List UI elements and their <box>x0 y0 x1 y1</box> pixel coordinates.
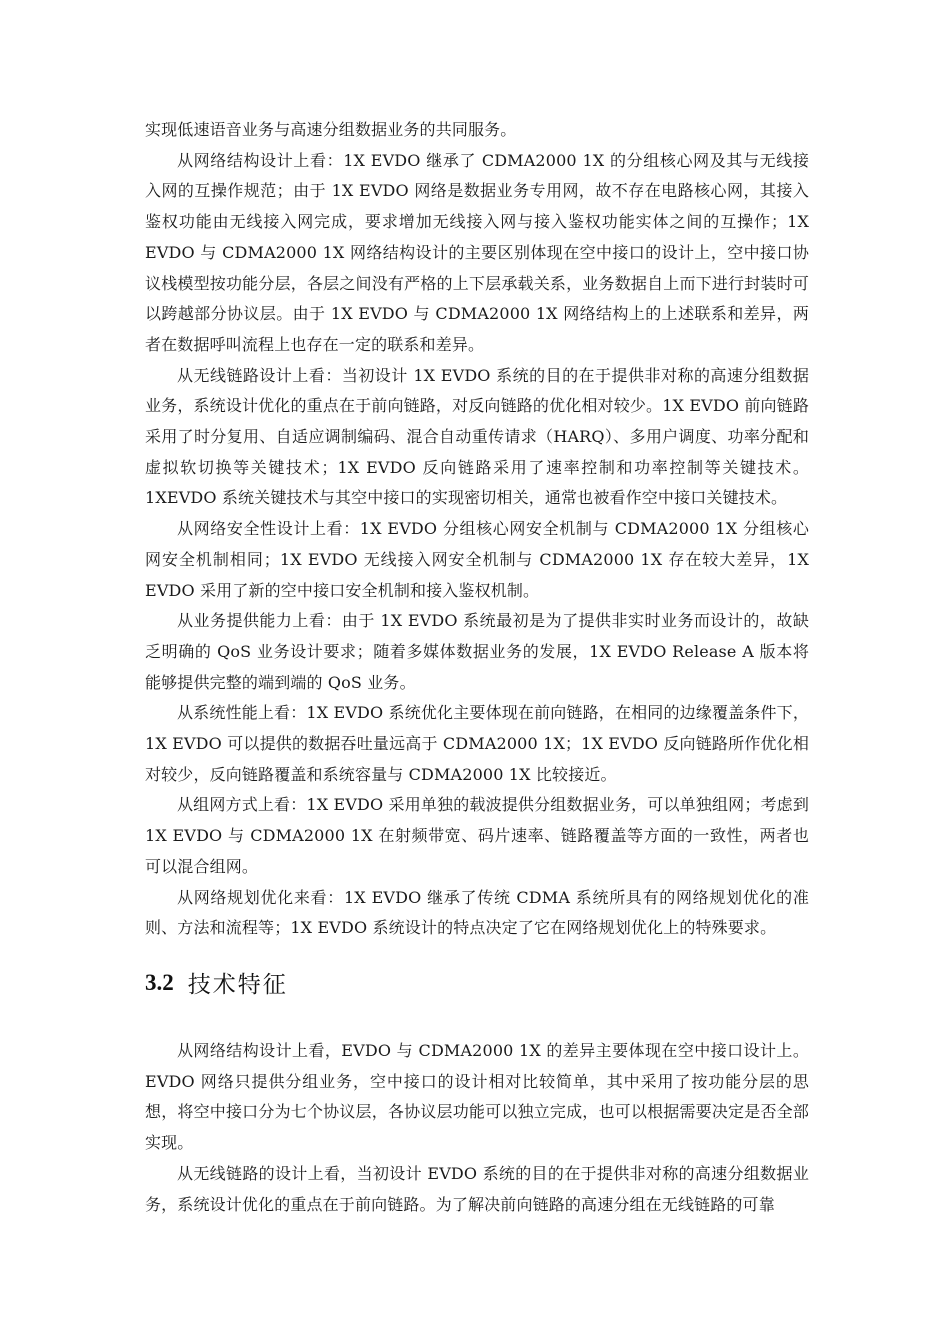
paragraph-service-capability: 从业务提供能力上看：由于 1X EVDO 系统最初是为了提供非实时业务而设计的，故缺乏明确的 QoS 业务设计要求；随着多媒体数据业务的发展，1X EVDO Release A 版本将能够提供完整的端到端的 QoS 业务。 <box>145 611 809 692</box>
paragraph-network-structure: 从网络结构设计上看：1X EVDO 继承了 CDMA2000 1X 的分组核心网及其与无线接入网的互操作规范；由于 1X EVDO 网络是数据业务专用网，故不存在电路核心网，其接入鉴权功能由无线接入网完成，要求增加无线接入网与接入鉴权功能实体之间的互操作；1X EVDO 与 CDMA2000 1X 网络结构设计的主要区别体现在空中接口的设计上，空中接口协议栈模型按功能分层，各层之间没有严格的上下层承载关系，业务数据自上而下进行封装时可以跨越部分协议层。由于 1X EVDO 与 CDMA2000 1X 网络结构上的上述联系和差异，两者在数据呼叫流程上也存在一定的联系和差异。 <box>145 150 809 354</box>
paragraph-network-planning: 从网络规划优化来看：1X EVDO 继承了传统 CDMA 系统所具有的网络规划优化的准则、方法和流程等；1X EVDO 系统设计的特点决定了它在网络规划优化上的特殊要求。 <box>145 887 809 938</box>
section-heading <box>145 958 809 1008</box>
paragraph-evdo-structure: 从网络结构设计上看，EVDO 与 CDMA2000 1X 的差异主要体现在空中接口设计上。EVDO 网络只提供分组业务，空中接口的设计相对比较简单，其中采用了按功能分层的思想，将空中接口分为七个协议层，各协议层功能可以独立完成，也可以根据需要决定是否全部实现。 <box>145 1040 809 1153</box>
heading-spacer <box>145 1008 809 1036</box>
paragraph-continuation: 实现低速语音业务与高速分组数据业务的共同服务。 <box>145 120 517 139</box>
paragraph-evdo-wireless-link: 从无线链路的设计上看，当初设计 EVDO 系统的目的在于提供非对称的高速分组数据业务，系统设计优化的重点在于前向链路。为了解决前向链路的高速分组在无线链路的可靠 <box>145 1163 809 1214</box>
paragraph-network-security: 从网络安全性设计上看：1X EVDO 分组核心网安全机制与 CDMA2000 1X 分组核心网安全机制相同；1X EVDO 无线接入网安全机制与 CDMA2000 1X 存在较大差异，1X EVDO 采用了新的空中接口安全机制和接入鉴权机制。 <box>145 519 809 600</box>
section-title: 技术特征 <box>187 972 288 999</box>
document-body <box>145 115 809 1220</box>
paragraph-networking-mode: 从组网方式上看：1X EVDO 采用单独的载波提供分组数据业务，可以单独组网；考虑到 1X EVDO 与 CDMA2000 1X 在射频带宽、码片速率、链路覆盖等方面的一致性，两者也可以混合组网。 <box>145 795 809 876</box>
paragraph-system-performance: 从系统性能上看：1X EVDO 系统优化主要体现在前向链路，在相同的边缘覆盖条件下，1X EVDO 可以提供的数据吞吐量远高于 CDMA2000 1X；1X EVDO 反向链路所作优化相对较少，反向链路覆盖和系统容量与 CDMA2000 1X 比较接近。 <box>145 703 809 784</box>
paragraph-wireless-link: 从无线链路设计上看：当初设计 1X EVDO 系统的目的在于提供非对称的高速分组数据业务，系统设计优化的重点在于前向链路，对反向链路的优化相对较少。1X EVDO 前向链路采用了时分复用、自适应调制编码、混合自动重传请求（HARQ）、多用户调度、功率分配和虚拟软切换等关键技术；1X EVDO 反向链路采用了速率控制和功率控制等关键技术。1XEVDO 系统关键技术与其空中接口的实现密切相关，通常也被看作空中接口关键技术。 <box>145 365 809 508</box>
section-number: 3.2 <box>145 969 174 995</box>
